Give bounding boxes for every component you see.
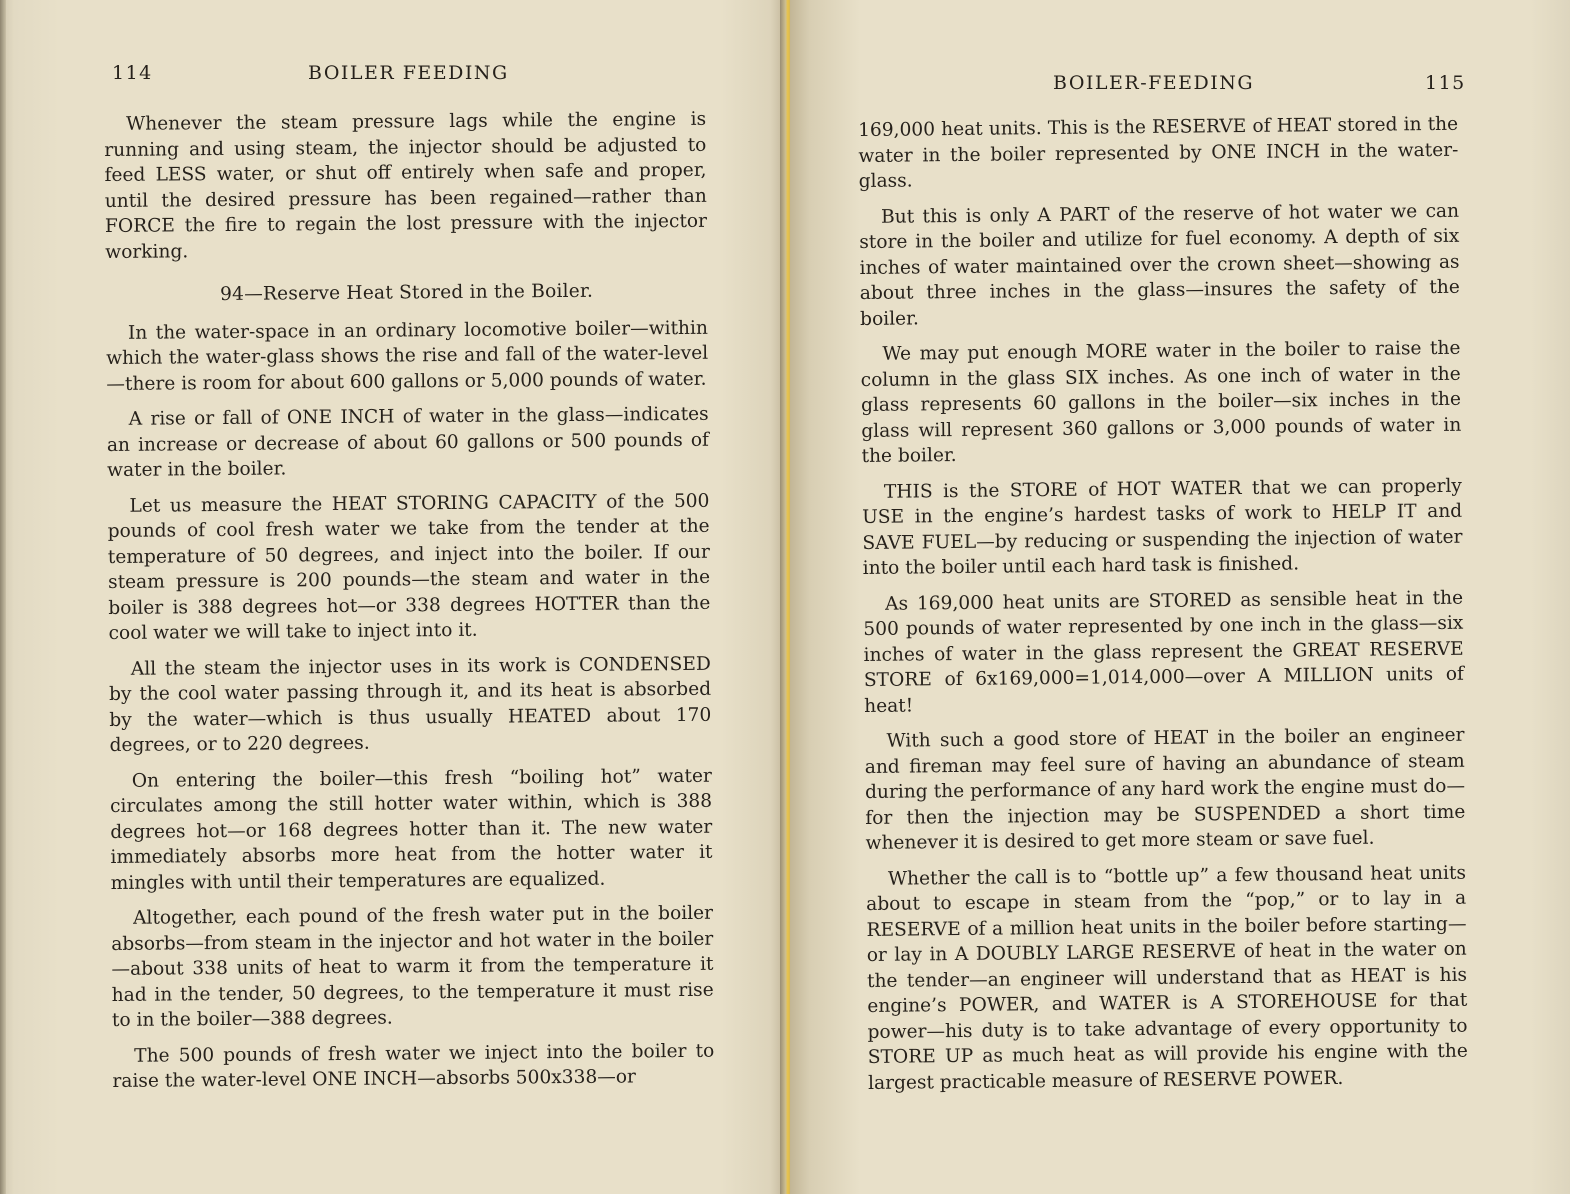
left-page: [0, 0, 782, 1194]
page-body: [858, 112, 1468, 1106]
paragraph: THIS is the STORE of HOT WATER that we can properly USE in the engine’s hardest tasks of work to HELP IT and SAVE FUEL—by reducing or suspending the injection of water into the boiler until each hard task is finished.: [862, 475, 1463, 579]
paragraph: Altogether, each pound of the fresh water put in the boiler absorbs—from steam in the injector and hot water in the boiler—about 338 units of heat to warm it from the temperature it had in the tender, 50 degrees, to the temperature it must rise to in the boiler—388 degrees.: [111, 902, 714, 1031]
paragraph: 169,000 heat units. This is the RESERVE of HEAT stored in the water in the boiler represented by ONE INCH in the water-glass.: [858, 113, 1459, 192]
paragraph: As 169,000 heat units are STORED as sensible heat in the 500 pounds of water represented by one inch in the glass—six inches of water in the glass represent the GREAT RESERVE STORE of 6x169,000=1,014,000—over A MILLION units of heat!: [863, 587, 1464, 717]
page-edge: [0, 0, 6, 1194]
paragraph: In the water-space in an ordinary locomotive boiler—within which the water-glass shows the rise and fall of the water-level—there is room for about 600 gallons or 5,000 pounds of water.: [106, 317, 709, 395]
paragraph: Whether the call is to “bottle up” a few thousand heat units about to escape in steam from the “pop,” or to lay in a RESERVE of a million heat units in the boiler before starting—or lay in A DOUBLY LARGE RESERVE of heat in the water on the tender—an engineer will understand that as HEAT is his engine’s POWER, and WATER is A STOREHOUSE for that power—his duty is to take advantage of every opportunity to STORE UP as much heat as will provide his engine with the largest practicable measure of RESERVE POWER.: [866, 862, 1468, 1094]
paragraph: We may put enough MORE water in the boiler to raise the column in the glass SIX inches. As one inch of water in the glass represents 60 gallons in the boiler—six inches in the glass will represent 360 gallons or 3,000 pounds of water in the boiler.: [860, 337, 1462, 467]
paragraph: The 500 pounds of fresh water we inject into the boiler to raise the water-level ONE INCH—absorbs 500x338—or: [112, 1040, 715, 1092]
running-head: BOILER-FEEDING: [1053, 72, 1255, 94]
paragraph: Let us measure the HEAT STORING CAPACITY of the 500 pounds of cool fresh water we take from the tender at the temperature of 50 degrees, and inject into the boiler. If our steam pressure is 200 pounds—the steam and water in the boiler is 388 degrees hot—or 338 degrees HOTTER than the cool water we will take to inject into it.: [107, 490, 711, 644]
page-body: [104, 107, 715, 1105]
paragraph: Whenever the steam pressure lags while the engine is running and using steam, the injector should be adjusted to feed LESS water, or shut off entirely when safe and proper, until the desired pressure has been regained—rather than FORCE the fire to regain the lost pressure with the injector working.: [104, 108, 708, 263]
page-number: 114: [112, 62, 153, 84]
right-page: [790, 0, 1570, 1194]
page-number: 115: [1425, 72, 1466, 94]
section-heading: 94—Reserve Heat Stored in the Boiler.: [219, 280, 594, 305]
paragraph: A rise or fall of ONE INCH of water in the glass—indicates an increase or decrease of about 60 gallons or 500 pounds of water in the boiler.: [106, 403, 709, 481]
running-head: BOILER FEEDING: [308, 62, 509, 84]
paragraph: All the steam the injector uses in its work is CONDENSED by the cool water passing through it, and its heat is absorbed by the water—which is thus usually HEATED about 170 degrees, or to 220 degrees.: [108, 653, 712, 756]
paragraph: On entering the boiler—this fresh “boiling hot” water circulates among the still hotter water within, which is 388 degrees hot—or 168 degrees hotter than it. The new water immediately absorbs more heat from the hotter water it mingles with until their temperatures are equalized.: [109, 765, 713, 894]
paragraph: With such a good store of HEAT in the boiler an engineer and fireman may feel sure of having an abundance of steam during the performance of any hard work the engine must do—for then the injection may be SUSPENDED a short time whenever it is desired to get more steam or save fuel.: [864, 724, 1466, 854]
paragraph: But this is only A PART of the reserve of hot water we can store in the boiler and utilize for fuel economy. A depth of six inches of water maintained over the crown sheet—showing as about three inches in the glass—insures the safety of the boiler.: [859, 200, 1460, 330]
